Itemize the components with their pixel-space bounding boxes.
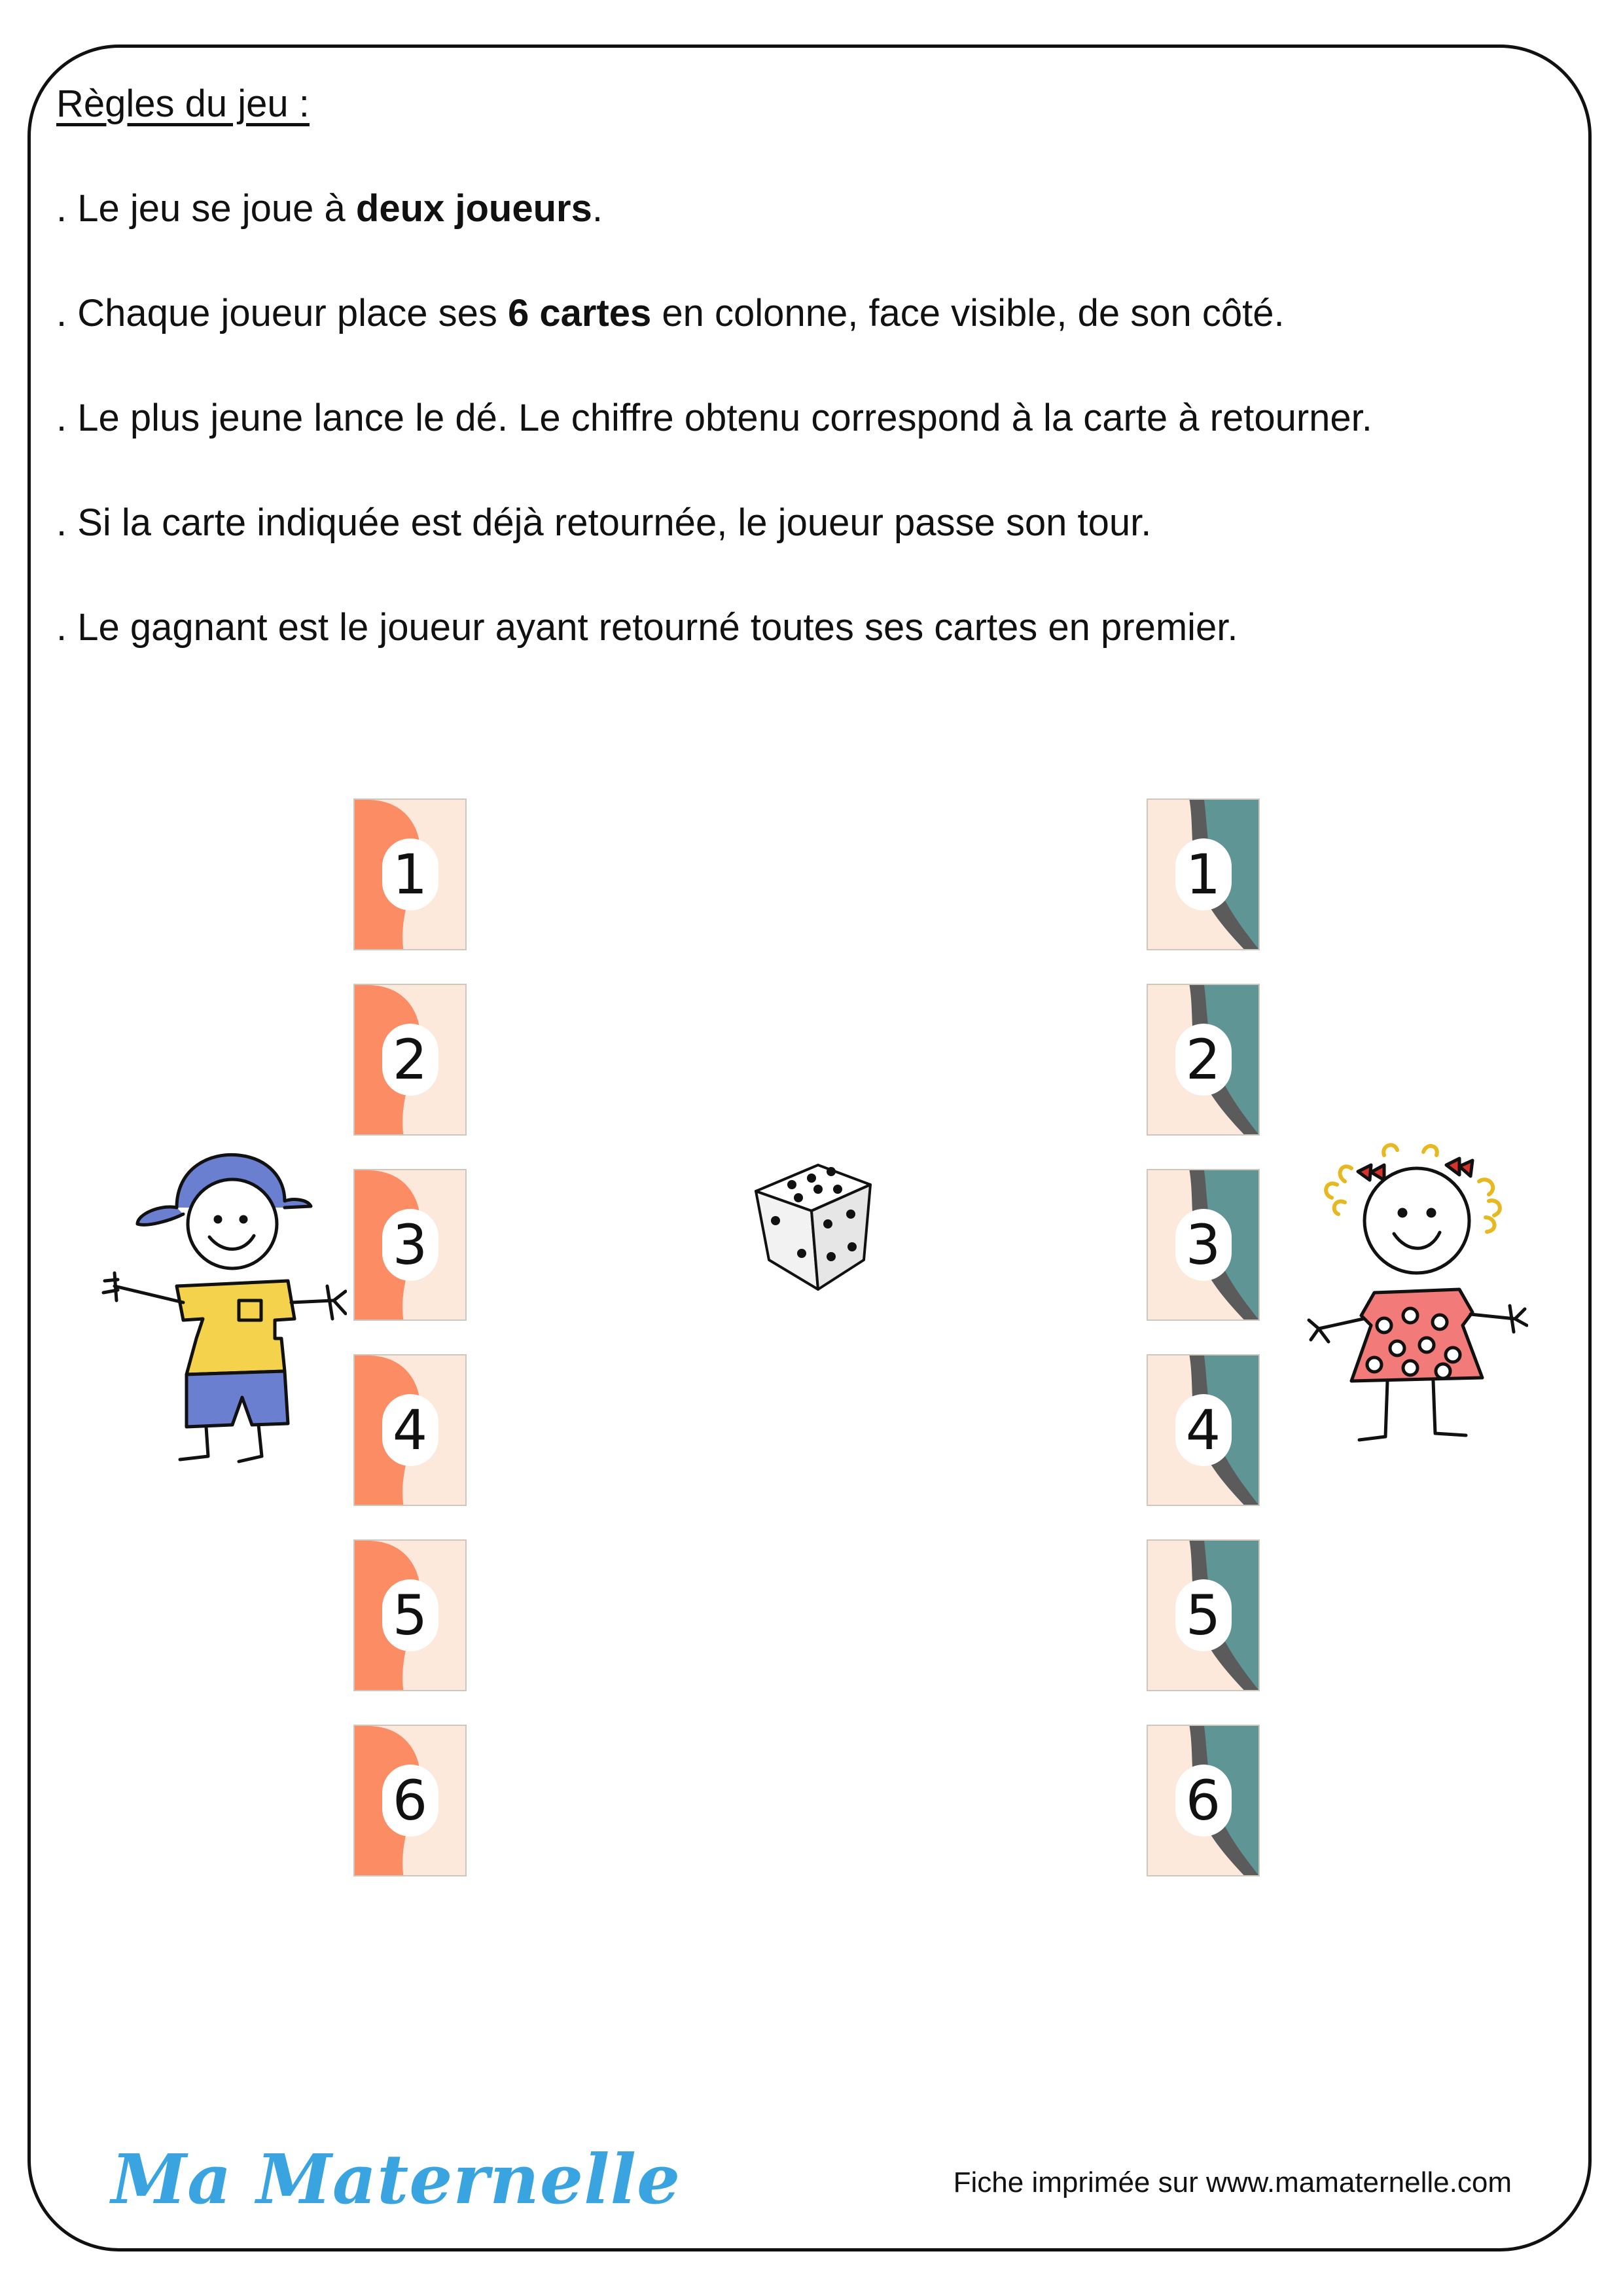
card-number: 5 <box>1175 1579 1232 1651</box>
right-card-6[interactable] <box>1147 1725 1260 1876</box>
right-card-1[interactable] <box>1147 798 1260 950</box>
card-number: 6 <box>382 1765 438 1837</box>
boy-player-icon <box>98 1129 347 1469</box>
left-card-6[interactable] <box>353 1725 467 1876</box>
left-card-4[interactable] <box>353 1354 467 1506</box>
dice-icon <box>746 1149 877 1299</box>
card-number: 2 <box>1175 1024 1232 1096</box>
rule-2: . Chaque joueur place ses 6 cartes en colonne, face visible, de son côté. <box>56 292 1285 334</box>
left-card-1[interactable] <box>353 798 467 950</box>
rule-4: . Si la carte indiquée est déjà retournée, le joueur passe son tour. <box>56 501 1152 544</box>
card-number: 2 <box>382 1024 438 1096</box>
left-card-3[interactable] <box>353 1169 467 1321</box>
rule-5: . Le gagnant est le joueur ayant retourné toutes ses cartes en premier. <box>56 606 1238 649</box>
rule-3: . Le plus jeune lance le dé. Le chiffre obtenu correspond à la carte à retourner. <box>56 397 1372 439</box>
rule-1: . Le jeu se joue à deux joueurs. <box>56 187 603 230</box>
left-card-5[interactable] <box>353 1539 467 1691</box>
brand-logo: Ma Maternelle <box>111 2139 681 2219</box>
right-card-3[interactable] <box>1147 1169 1260 1321</box>
card-number: 4 <box>382 1394 438 1466</box>
right-card-5[interactable] <box>1147 1539 1260 1691</box>
right-card-2[interactable] <box>1147 984 1260 1136</box>
card-number: 1 <box>1175 838 1232 910</box>
card-number: 1 <box>382 838 438 910</box>
left-card-2[interactable] <box>353 984 467 1136</box>
card-number: 3 <box>382 1209 438 1281</box>
rules-title: Règles du jeu : <box>56 82 310 125</box>
card-number: 4 <box>1175 1394 1232 1466</box>
card-number: 3 <box>1175 1209 1232 1281</box>
footer-printed-url[interactable]: Fiche imprimée sur www.mamaternelle.com <box>953 2166 1512 2198</box>
right-card-4[interactable] <box>1147 1354 1260 1506</box>
card-number: 6 <box>1175 1765 1232 1837</box>
card-number: 5 <box>382 1579 438 1651</box>
girl-player-icon <box>1306 1129 1528 1456</box>
